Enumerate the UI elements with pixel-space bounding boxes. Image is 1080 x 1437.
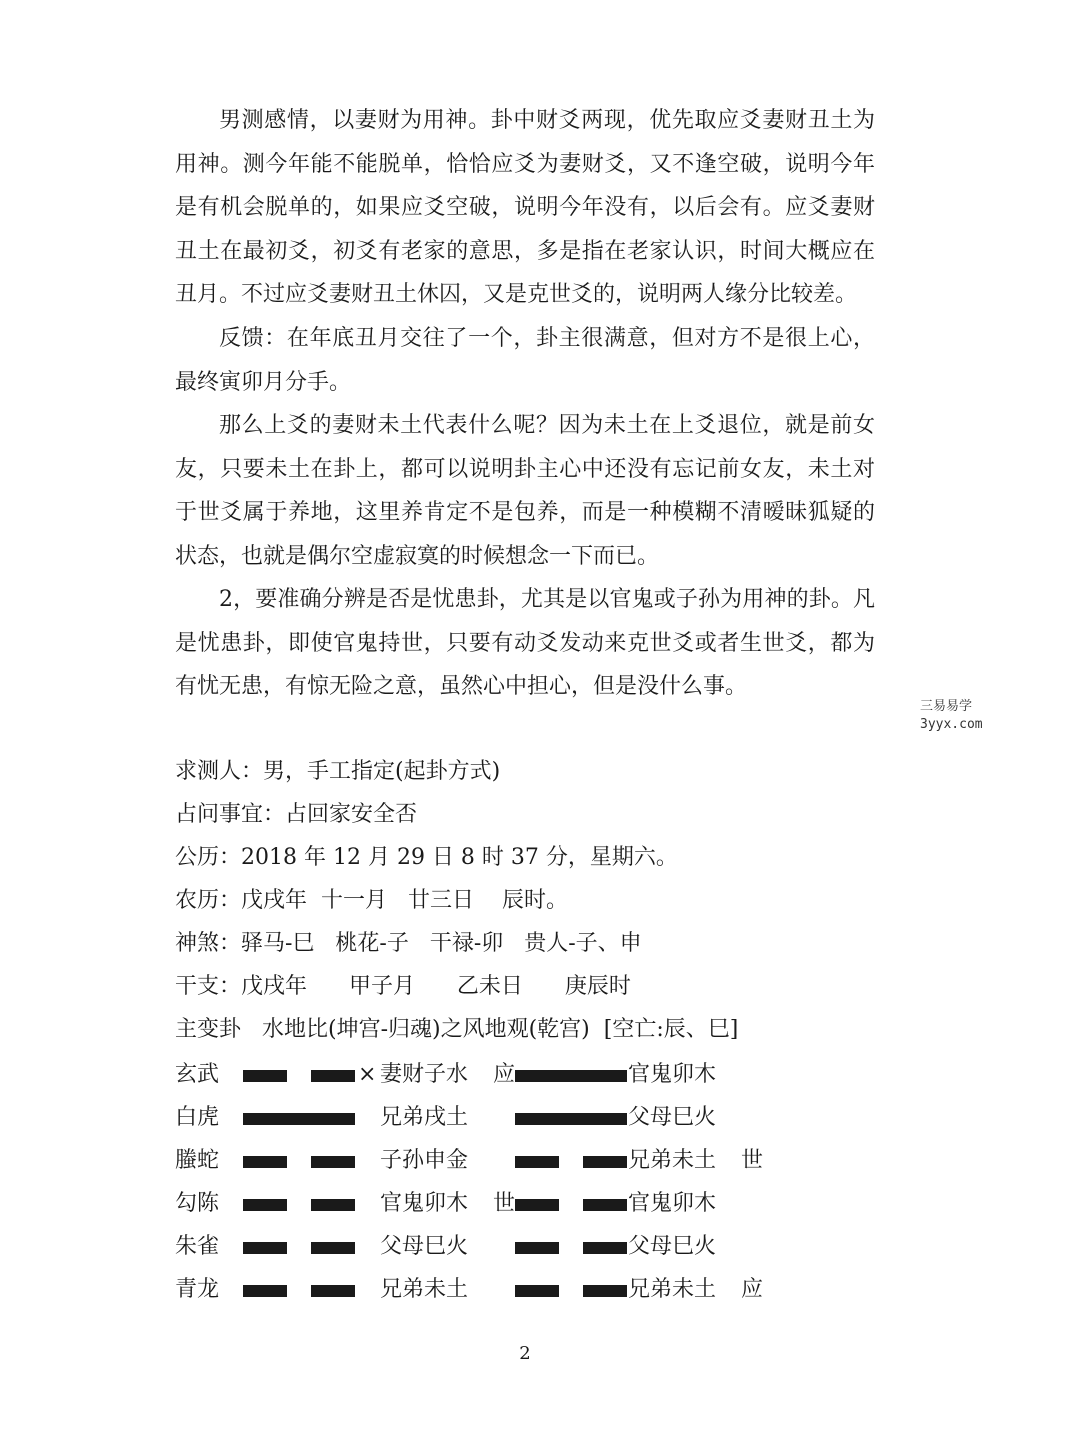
watermark-line-1: 三易易学 [920, 699, 973, 714]
watermark-line-2: 3yyx.com [920, 717, 983, 732]
hexagram-row [175, 1060, 875, 1090]
six-god-label: 青龙 [175, 1277, 220, 1302]
main-line-label: 子孙申金 [380, 1148, 469, 1173]
paragraph-3: 那么上爻的妻财未土代表什么呢？因为未土在上爻退位，就是前女友，只要未土在卦上，都可以说明卦主心中还没有忘记前女友，未土对于世爻属于养地，这里养肯定不是包养，而是一种模糊不清暧昧狐疑的状态，也就是偶尔空虚寂寞的时候想念一下而已。 [175, 413, 875, 569]
info-querent: 求测人：男，手工指定(起卦方式) [175, 759, 501, 784]
changed-yin-segment [515, 1199, 559, 1211]
changed-line-label: 兄弟未土 [628, 1148, 717, 1173]
main-yin-segment [243, 1285, 287, 1297]
info-hexagram-title: 主变卦 水地比(坤宫-归魂)之风地观(乾宫) [空亡:辰、巳] [175, 1017, 739, 1042]
info-solar-date: 公历：2018 年 12 月 29 日 8 时 37 分，星期六。 [175, 845, 678, 870]
changed-yang-line [515, 1070, 627, 1082]
changed-line-label: 父母巳火 [628, 1234, 717, 1259]
paragraph-1: 男测感情，以妻财为用神。卦中财爻两现，优先取应爻妻财丑土为用神。测今年能不能脱单，恰恰应爻为妻财爻，又不逢空破，说明今年是有机会脱单的，如果应爻空破，说明今年没有，以后会有。应爻妻财丑土在最初爻，初爻有老家的意思，多是指在老家认识，时间大概应在丑月。不过应爻妻财丑土休囚，又是克世爻的，说明两人缘分比较差。 [175, 108, 875, 307]
main-yin-segment [243, 1156, 287, 1168]
page-number: 2 [519, 1343, 531, 1364]
changed-yin-segment [583, 1242, 627, 1254]
main-yin-segment [311, 1156, 355, 1168]
main-yin-segment [311, 1070, 355, 1082]
main-line-label: 官鬼卯木 [380, 1191, 469, 1216]
main-line-label: 兄弟戌土 [380, 1105, 469, 1130]
six-god-label: 朱雀 [175, 1234, 220, 1259]
changed-role-label: 应 [741, 1277, 764, 1302]
main-yin-segment [311, 1285, 355, 1297]
six-god-label: 玄武 [175, 1062, 220, 1087]
main-line-label: 兄弟未土 [380, 1277, 469, 1302]
info-ganzhi: 干支：戊戌年 甲子月 乙未日 庚辰时 [175, 974, 631, 999]
six-god-label: 勾陈 [175, 1191, 220, 1216]
six-god-label: 螣蛇 [175, 1148, 220, 1173]
changed-yang-line [515, 1113, 627, 1125]
changed-line-label: 官鬼卯木 [628, 1062, 717, 1087]
changed-yin-segment [583, 1156, 627, 1168]
info-question: 占问事宜：占回家安全否 [175, 802, 418, 827]
six-god-label: 白虎 [175, 1105, 220, 1130]
changed-line-label: 兄弟未土 [628, 1277, 717, 1302]
changed-yin-segment [583, 1199, 627, 1211]
hexagram-row [175, 1189, 875, 1219]
main-yang-line [243, 1113, 355, 1125]
changed-yin-segment [515, 1156, 559, 1168]
main-line-label: 妻财子水 [380, 1062, 469, 1087]
changed-role-label: 世 [741, 1148, 764, 1173]
main-yin-segment [311, 1242, 355, 1254]
changed-line-label: 父母巳火 [628, 1105, 717, 1130]
main-role-label: 世 [493, 1191, 516, 1216]
main-yin-segment [243, 1199, 287, 1211]
changed-yin-segment [583, 1285, 627, 1297]
main-line-label: 父母巳火 [380, 1234, 469, 1259]
hexagram-row [175, 1275, 875, 1305]
paragraph-2: 反馈：在年底丑月交往了一个，卦主很满意，但对方不是很上心，最终寅卯月分手。 [175, 326, 875, 395]
site-watermark [920, 698, 983, 734]
main-yin-segment [243, 1242, 287, 1254]
main-yin-segment [243, 1070, 287, 1082]
paragraph-4: 2，要准确分辨是否是忧患卦，尤其是以官鬼或子孙为用神的卦。凡是忧患卦，即使官鬼持世，只要有动爻发动来克世爻或者生世爻，都为有忧无患，有惊无险之意，虽然心中担心，但是没什么事。 [175, 587, 875, 699]
hexagram-row [175, 1146, 875, 1176]
main-role-label: 应 [493, 1062, 516, 1087]
changed-yin-segment [515, 1242, 559, 1254]
moving-line-mark: × [358, 1062, 377, 1087]
info-lunar-date: 农历：戊戌年 十一月 廿三日 辰时。 [175, 888, 568, 913]
info-shensha: 神煞：驿马-巳 桃花-子 干禄-卯 贵人-子、申 [175, 931, 642, 956]
hexagram-row [175, 1103, 875, 1133]
changed-line-label: 官鬼卯木 [628, 1191, 717, 1216]
changed-yin-segment [515, 1285, 559, 1297]
main-yin-segment [311, 1199, 355, 1211]
hexagram-row [175, 1232, 875, 1262]
